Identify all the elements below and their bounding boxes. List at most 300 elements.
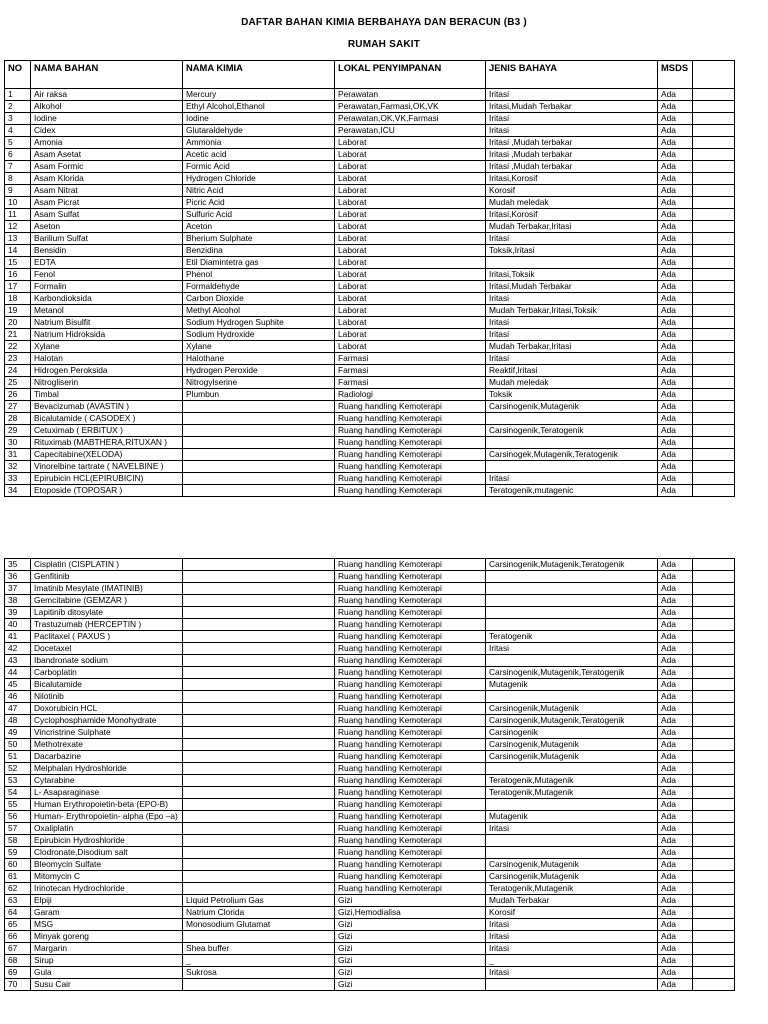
cell-nama-kimia: Ammonia bbox=[183, 137, 335, 149]
cell-nama-kimia bbox=[183, 485, 335, 497]
cell-jenis-bahaya: Mutagenik bbox=[486, 811, 658, 823]
cell-lokal-penyimpanan: Gizi bbox=[335, 955, 486, 967]
cell-extra bbox=[693, 739, 735, 751]
cell-msds: Ada bbox=[658, 631, 693, 643]
table-row bbox=[5, 125, 735, 137]
cell-no: 25 bbox=[5, 377, 31, 389]
cell-jenis-bahaya: Iritasi bbox=[486, 919, 658, 931]
cell-no: 60 bbox=[5, 859, 31, 871]
header-nama-bahan: NAMA BAHAN bbox=[31, 61, 183, 89]
cell-lokal-penyimpanan: Ruang handling Kemoterapi bbox=[335, 607, 486, 619]
cell-extra bbox=[693, 811, 735, 823]
cell-nama-kimia bbox=[183, 835, 335, 847]
cell-nama-bahan: Bicalutamide ( CASODEX ) bbox=[31, 413, 183, 425]
cell-nama-bahan: Vincristrine Sulphate bbox=[31, 727, 183, 739]
cell-msds: Ada bbox=[658, 365, 693, 377]
cell-lokal-penyimpanan: Ruang handling Kemoterapi bbox=[335, 425, 486, 437]
cell-nama-bahan: Amonia bbox=[31, 137, 183, 149]
header-jenis-bahaya: JENIS BAHAYA bbox=[486, 61, 658, 89]
cell-no: 68 bbox=[5, 955, 31, 967]
cell-msds: Ada bbox=[658, 245, 693, 257]
cell-msds: Ada bbox=[658, 595, 693, 607]
cell-nama-kimia bbox=[183, 425, 335, 437]
cell-msds: Ada bbox=[658, 449, 693, 461]
cell-no: 40 bbox=[5, 619, 31, 631]
table-body-part-2 bbox=[5, 559, 735, 991]
cell-jenis-bahaya: Teratogenik,Mutagenik bbox=[486, 775, 658, 787]
cell-lokal-penyimpanan: Ruang handling Kemoterapi bbox=[335, 559, 486, 571]
cell-nama-bahan: Natrium Hidroksida bbox=[31, 329, 183, 341]
cell-jenis-bahaya: Carsinogenik,Mutagenik,Teratogenik bbox=[486, 559, 658, 571]
cell-no: 49 bbox=[5, 727, 31, 739]
cell-lokal-penyimpanan: Laborat bbox=[335, 173, 486, 185]
header-lokal-penyimpanan: LOKAL PENYIMPANAN bbox=[335, 61, 486, 89]
cell-nama-bahan: Air raksa bbox=[31, 89, 183, 101]
cell-jenis-bahaya: Teratogenik bbox=[486, 631, 658, 643]
cell-no: 64 bbox=[5, 907, 31, 919]
cell-no: 51 bbox=[5, 751, 31, 763]
cell-no: 33 bbox=[5, 473, 31, 485]
cell-nama-kimia: Mercury bbox=[183, 89, 335, 101]
cell-msds: Ada bbox=[658, 907, 693, 919]
cell-lokal-penyimpanan: Laborat bbox=[335, 209, 486, 221]
cell-jenis-bahaya bbox=[486, 413, 658, 425]
cell-msds: Ada bbox=[658, 811, 693, 823]
cell-jenis-bahaya bbox=[486, 691, 658, 703]
table-row bbox=[5, 137, 735, 149]
cell-jenis-bahaya: Toksik bbox=[486, 389, 658, 401]
cell-msds: Ada bbox=[658, 643, 693, 655]
cell-msds: Ada bbox=[658, 823, 693, 835]
cell-nama-kimia bbox=[183, 715, 335, 727]
cell-nama-bahan: Iodine bbox=[31, 113, 183, 125]
cell-no: 7 bbox=[5, 161, 31, 173]
cell-nama-kimia: Hydrogen Chloride bbox=[183, 173, 335, 185]
cell-jenis-bahaya: Iritasi,Korosif bbox=[486, 209, 658, 221]
table-row bbox=[5, 631, 735, 643]
cell-jenis-bahaya bbox=[486, 619, 658, 631]
table-row bbox=[5, 233, 735, 245]
table-row bbox=[5, 823, 735, 835]
cell-extra bbox=[693, 413, 735, 425]
cell-nama-kimia bbox=[183, 751, 335, 763]
cell-msds: Ada bbox=[658, 149, 693, 161]
cell-no: 26 bbox=[5, 389, 31, 401]
table-row bbox=[5, 799, 735, 811]
cell-nama-kimia: Hydrogen Peroxide bbox=[183, 365, 335, 377]
table-row bbox=[5, 943, 735, 955]
cell-lokal-penyimpanan: Ruang handling Kemoterapi bbox=[335, 667, 486, 679]
cell-msds: Ada bbox=[658, 269, 693, 281]
cell-nama-kimia: Sodium Hydroxide bbox=[183, 329, 335, 341]
cell-msds: Ada bbox=[658, 799, 693, 811]
cell-no: 38 bbox=[5, 595, 31, 607]
cell-no: 19 bbox=[5, 305, 31, 317]
table-row bbox=[5, 931, 735, 943]
cell-lokal-penyimpanan: Laborat bbox=[335, 149, 486, 161]
cell-extra bbox=[693, 655, 735, 667]
cell-lokal-penyimpanan: Gizi bbox=[335, 979, 486, 991]
cell-jenis-bahaya: Iritasi bbox=[486, 89, 658, 101]
cell-jenis-bahaya: Carsinogenik,Mutagenik bbox=[486, 859, 658, 871]
cell-nama-kimia: Methyl Alcohol bbox=[183, 305, 335, 317]
cell-msds: Ada bbox=[658, 847, 693, 859]
cell-nama-bahan: Asam Picrat bbox=[31, 197, 183, 209]
cell-lokal-penyimpanan: Laborat bbox=[335, 161, 486, 173]
cell-nama-bahan: Asam Klorida bbox=[31, 173, 183, 185]
cell-nama-kimia: Nitric Acid bbox=[183, 185, 335, 197]
cell-nama-kimia: Xylane bbox=[183, 341, 335, 353]
cell-nama-kimia bbox=[183, 583, 335, 595]
cell-nama-bahan: Melphalan Hydroshloride bbox=[31, 763, 183, 775]
cell-nama-kimia bbox=[183, 461, 335, 473]
cell-lokal-penyimpanan: Gizi bbox=[335, 895, 486, 907]
cell-nama-bahan: Ibandronate sodium bbox=[31, 655, 183, 667]
cell-msds: Ada bbox=[658, 679, 693, 691]
cell-nama-bahan: Irinotecan Hydrochloride bbox=[31, 883, 183, 895]
cell-nama-kimia bbox=[183, 691, 335, 703]
cell-no: 5 bbox=[5, 137, 31, 149]
cell-nama-kimia: Iodine bbox=[183, 113, 335, 125]
cell-msds: Ada bbox=[658, 125, 693, 137]
table-row bbox=[5, 643, 735, 655]
cell-msds: Ada bbox=[658, 185, 693, 197]
cell-msds: Ada bbox=[658, 413, 693, 425]
table-row bbox=[5, 667, 735, 679]
cell-jenis-bahaya bbox=[486, 607, 658, 619]
cell-nama-bahan: L- Asaparaginase bbox=[31, 787, 183, 799]
cell-jenis-bahaya: Iritasi,Toksik bbox=[486, 269, 658, 281]
cell-extra bbox=[693, 449, 735, 461]
cell-jenis-bahaya: Carsinogenik,Mutagenik bbox=[486, 703, 658, 715]
cell-lokal-penyimpanan: Ruang handling Kemoterapi bbox=[335, 823, 486, 835]
cell-jenis-bahaya: Mutagenik bbox=[486, 679, 658, 691]
cell-jenis-bahaya: Iritasi,Korosif bbox=[486, 173, 658, 185]
table-row bbox=[5, 413, 735, 425]
cell-nama-bahan: Epirubicin Hydroshloride bbox=[31, 835, 183, 847]
table-row bbox=[5, 317, 735, 329]
cell-msds: Ada bbox=[658, 233, 693, 245]
cell-nama-bahan: Human Erythropoietin-beta (EPO-B) bbox=[31, 799, 183, 811]
cell-nama-bahan: Natrium Bisulfit bbox=[31, 317, 183, 329]
cell-msds: Ada bbox=[658, 173, 693, 185]
cell-nama-kimia: Shea buffer bbox=[183, 943, 335, 955]
table-row bbox=[5, 425, 735, 437]
cell-msds: Ada bbox=[658, 473, 693, 485]
cell-nama-kimia bbox=[183, 847, 335, 859]
cell-extra bbox=[693, 425, 735, 437]
cell-extra bbox=[693, 847, 735, 859]
cell-nama-bahan: Nilotinib bbox=[31, 691, 183, 703]
cell-extra bbox=[693, 437, 735, 449]
cell-extra bbox=[693, 377, 735, 389]
cell-nama-kimia: Formaldehyde bbox=[183, 281, 335, 293]
cell-msds: Ada bbox=[658, 859, 693, 871]
cell-extra bbox=[693, 113, 735, 125]
cell-extra bbox=[693, 631, 735, 643]
table-row bbox=[5, 89, 735, 101]
table-row bbox=[5, 221, 735, 233]
table-header-row bbox=[5, 61, 735, 89]
cell-nama-kimia: Natrium Clorida bbox=[183, 907, 335, 919]
cell-no: 3 bbox=[5, 113, 31, 125]
cell-jenis-bahaya: Iritasi bbox=[486, 931, 658, 943]
cell-nama-kimia: Monosodium Glutamat bbox=[183, 919, 335, 931]
cell-jenis-bahaya: Iritasi bbox=[486, 233, 658, 245]
cell-extra bbox=[693, 679, 735, 691]
table-row bbox=[5, 257, 735, 269]
cell-no: 61 bbox=[5, 871, 31, 883]
cell-no: 13 bbox=[5, 233, 31, 245]
b3-table-part-1 bbox=[4, 60, 735, 497]
cell-no: 32 bbox=[5, 461, 31, 473]
cell-no: 30 bbox=[5, 437, 31, 449]
cell-nama-bahan: Xylane bbox=[31, 341, 183, 353]
cell-nama-kimia bbox=[183, 401, 335, 413]
cell-no: 54 bbox=[5, 787, 31, 799]
table-row bbox=[5, 377, 735, 389]
cell-jenis-bahaya: Iritasi bbox=[486, 317, 658, 329]
cell-msds: Ada bbox=[658, 305, 693, 317]
cell-no: 39 bbox=[5, 607, 31, 619]
cell-extra bbox=[693, 871, 735, 883]
cell-no: 9 bbox=[5, 185, 31, 197]
cell-no: 35 bbox=[5, 559, 31, 571]
cell-lokal-penyimpanan: Ruang handling Kemoterapi bbox=[335, 739, 486, 751]
cell-jenis-bahaya: Carsinogenik,Mutagenik bbox=[486, 739, 658, 751]
cell-no: 1 bbox=[5, 89, 31, 101]
cell-jenis-bahaya bbox=[486, 979, 658, 991]
table-row bbox=[5, 293, 735, 305]
cell-msds: Ada bbox=[658, 667, 693, 679]
cell-jenis-bahaya bbox=[486, 461, 658, 473]
cell-nama-kimia: Plumbun bbox=[183, 389, 335, 401]
cell-extra bbox=[693, 197, 735, 209]
cell-lokal-penyimpanan: Ruang handling Kemoterapi bbox=[335, 473, 486, 485]
cell-msds: Ada bbox=[658, 871, 693, 883]
cell-no: 37 bbox=[5, 583, 31, 595]
cell-nama-kimia bbox=[183, 763, 335, 775]
cell-nama-bahan: Susu Cair bbox=[31, 979, 183, 991]
cell-no: 21 bbox=[5, 329, 31, 341]
table-row bbox=[5, 763, 735, 775]
cell-msds: Ada bbox=[658, 727, 693, 739]
cell-nama-bahan: Rituximab (MABTHERA,RITUXAN ) bbox=[31, 437, 183, 449]
cell-no: 58 bbox=[5, 835, 31, 847]
cell-nama-bahan: Epirubicin HCL(EPIRUBICIN) bbox=[31, 473, 183, 485]
table-row bbox=[5, 185, 735, 197]
cell-lokal-penyimpanan: Gizi bbox=[335, 919, 486, 931]
cell-no: 16 bbox=[5, 269, 31, 281]
table-row bbox=[5, 679, 735, 691]
table-row bbox=[5, 209, 735, 221]
cell-lokal-penyimpanan: Perawatan,ICU bbox=[335, 125, 486, 137]
cell-msds: Ada bbox=[658, 317, 693, 329]
cell-msds: Ada bbox=[658, 763, 693, 775]
cell-nama-bahan: Fenol bbox=[31, 269, 183, 281]
cell-lokal-penyimpanan: Ruang handling Kemoterapi bbox=[335, 631, 486, 643]
cell-no: 2 bbox=[5, 101, 31, 113]
cell-lokal-penyimpanan: Ruang handling Kemoterapi bbox=[335, 883, 486, 895]
cell-extra bbox=[693, 281, 735, 293]
cell-lokal-penyimpanan: Ruang handling Kemoterapi bbox=[335, 691, 486, 703]
cell-nama-bahan: EDTA bbox=[31, 257, 183, 269]
cell-lokal-penyimpanan: Ruang handling Kemoterapi bbox=[335, 595, 486, 607]
table-row bbox=[5, 149, 735, 161]
cell-nama-bahan: Sirup bbox=[31, 955, 183, 967]
cell-nama-kimia: Benzidina bbox=[183, 245, 335, 257]
cell-jenis-bahaya: Iritasi ,Mudah terbakar bbox=[486, 161, 658, 173]
cell-nama-bahan: Asam Nitrat bbox=[31, 185, 183, 197]
cell-msds: Ada bbox=[658, 197, 693, 209]
cell-msds: Ada bbox=[658, 919, 693, 931]
cell-nama-kimia bbox=[183, 931, 335, 943]
cell-msds: Ada bbox=[658, 775, 693, 787]
cell-no: 45 bbox=[5, 679, 31, 691]
cell-nama-kimia bbox=[183, 437, 335, 449]
table-row bbox=[5, 919, 735, 931]
cell-nama-kimia bbox=[183, 739, 335, 751]
table-row bbox=[5, 703, 735, 715]
cell-msds: Ada bbox=[658, 691, 693, 703]
cell-lokal-penyimpanan: Laborat bbox=[335, 137, 486, 149]
cell-nama-kimia: Sulfuric Acid bbox=[183, 209, 335, 221]
cell-extra bbox=[693, 619, 735, 631]
cell-msds: Ada bbox=[658, 979, 693, 991]
cell-jenis-bahaya: Carsinogenik,Mutagenik bbox=[486, 401, 658, 413]
cell-msds: Ada bbox=[658, 571, 693, 583]
cell-jenis-bahaya: Carsinogenik,Mutagenik,Teratogenik bbox=[486, 715, 658, 727]
table-row bbox=[5, 727, 735, 739]
cell-lokal-penyimpanan: Ruang handling Kemoterapi bbox=[335, 859, 486, 871]
cell-extra bbox=[693, 293, 735, 305]
table-row bbox=[5, 847, 735, 859]
cell-nama-bahan: Dacarbazine bbox=[31, 751, 183, 763]
cell-lokal-penyimpanan: Perawatan,Farmasi,OK,VK bbox=[335, 101, 486, 113]
cell-lokal-penyimpanan: Ruang handling Kemoterapi bbox=[335, 835, 486, 847]
table-row bbox=[5, 113, 735, 125]
cell-nama-bahan: Human- Erythropoietin- alpha (Epo –a) bbox=[31, 811, 183, 823]
cell-extra bbox=[693, 317, 735, 329]
cell-nama-bahan: Cytarabine bbox=[31, 775, 183, 787]
cell-nama-kimia bbox=[183, 727, 335, 739]
header-extra bbox=[693, 61, 735, 89]
cell-nama-kimia bbox=[183, 823, 335, 835]
cell-lokal-penyimpanan: Ruang handling Kemoterapi bbox=[335, 619, 486, 631]
table-row bbox=[5, 907, 735, 919]
cell-nama-bahan: Nitrogliserin bbox=[31, 377, 183, 389]
b3-table-part-2 bbox=[4, 558, 735, 991]
cell-lokal-penyimpanan: Perawatan,OK,VK,Farmasi bbox=[335, 113, 486, 125]
cell-msds: Ada bbox=[658, 931, 693, 943]
cell-nama-bahan: Asam Asetat bbox=[31, 149, 183, 161]
cell-no: 66 bbox=[5, 931, 31, 943]
cell-nama-kimia bbox=[183, 859, 335, 871]
cell-lokal-penyimpanan: Ruang handling Kemoterapi bbox=[335, 571, 486, 583]
cell-lokal-penyimpanan: Ruang handling Kemoterapi bbox=[335, 401, 486, 413]
cell-no: 65 bbox=[5, 919, 31, 931]
cell-jenis-bahaya: Mudah Terbakar,Iritasi,Toksik bbox=[486, 305, 658, 317]
cell-nama-kimia bbox=[183, 595, 335, 607]
cell-nama-kimia bbox=[183, 559, 335, 571]
cell-lokal-penyimpanan: Ruang handling Kemoterapi bbox=[335, 485, 486, 497]
cell-nama-bahan: Oxaliplatin bbox=[31, 823, 183, 835]
cell-nama-bahan: Docetaxel bbox=[31, 643, 183, 655]
cell-nama-bahan: Gula bbox=[31, 967, 183, 979]
cell-msds: Ada bbox=[658, 787, 693, 799]
cell-nama-bahan: Imatinib Mesylate (IMATINIB) bbox=[31, 583, 183, 595]
cell-nama-bahan: Trastuzumab (HERCEPTIN ) bbox=[31, 619, 183, 631]
cell-no: 62 bbox=[5, 883, 31, 895]
cell-extra bbox=[693, 883, 735, 895]
cell-jenis-bahaya: Carsinogenik,Mutagenik bbox=[486, 871, 658, 883]
cell-msds: Ada bbox=[658, 559, 693, 571]
table-row bbox=[5, 559, 735, 571]
cell-no: 56 bbox=[5, 811, 31, 823]
cell-jenis-bahaya bbox=[486, 437, 658, 449]
cell-jenis-bahaya: Iritasi ,Mudah terbakar bbox=[486, 149, 658, 161]
document-subtitle: RUMAH SAKIT bbox=[347, 39, 421, 50]
cell-nama-kimia bbox=[183, 667, 335, 679]
cell-msds: Ada bbox=[658, 341, 693, 353]
header-nama-kimia: NAMA KIMIA bbox=[183, 61, 335, 89]
cell-no: 59 bbox=[5, 847, 31, 859]
cell-nama-bahan: Garam bbox=[31, 907, 183, 919]
table-row bbox=[5, 461, 735, 473]
cell-jenis-bahaya: Iritasi ,Mudah terbakar bbox=[486, 137, 658, 149]
cell-jenis-bahaya: Carsinogenik,Mutagenik bbox=[486, 751, 658, 763]
cell-nama-bahan: Elpiji bbox=[31, 895, 183, 907]
cell-jenis-bahaya bbox=[486, 847, 658, 859]
table-row bbox=[5, 883, 735, 895]
cell-nama-bahan: Hidrogen Peroksida bbox=[31, 365, 183, 377]
cell-nama-bahan: Doxorubicin HCL bbox=[31, 703, 183, 715]
cell-lokal-penyimpanan: Ruang handling Kemoterapi bbox=[335, 727, 486, 739]
cell-no: 6 bbox=[5, 149, 31, 161]
cell-no: 43 bbox=[5, 655, 31, 667]
cell-msds: Ada bbox=[658, 257, 693, 269]
cell-jenis-bahaya: Mudah meledak bbox=[486, 377, 658, 389]
cell-lokal-penyimpanan: Gizi,Hemodialisa bbox=[335, 907, 486, 919]
table-row bbox=[5, 775, 735, 787]
table-row bbox=[5, 101, 735, 113]
table-row bbox=[5, 437, 735, 449]
cell-msds: Ada bbox=[658, 293, 693, 305]
cell-jenis-bahaya: Mudah meledak bbox=[486, 197, 658, 209]
cell-nama-kimia: Formic Acid bbox=[183, 161, 335, 173]
cell-nama-bahan: Halotan bbox=[31, 353, 183, 365]
cell-extra bbox=[693, 931, 735, 943]
cell-lokal-penyimpanan: Ruang handling Kemoterapi bbox=[335, 811, 486, 823]
cell-nama-kimia bbox=[183, 679, 335, 691]
cell-extra bbox=[693, 257, 735, 269]
cell-msds: Ada bbox=[658, 715, 693, 727]
cell-no: 27 bbox=[5, 401, 31, 413]
cell-nama-bahan: Bleomycin Sulfate bbox=[31, 859, 183, 871]
table-row bbox=[5, 751, 735, 763]
cell-nama-kimia bbox=[183, 703, 335, 715]
cell-lokal-penyimpanan: Laborat bbox=[335, 245, 486, 257]
cell-msds: Ada bbox=[658, 101, 693, 113]
cell-extra bbox=[693, 353, 735, 365]
cell-nama-kimia: Sodium Hydrogen Suphite bbox=[183, 317, 335, 329]
cell-no: 8 bbox=[5, 173, 31, 185]
cell-no: 24 bbox=[5, 365, 31, 377]
cell-lokal-penyimpanan: Laborat bbox=[335, 341, 486, 353]
cell-msds: Ada bbox=[658, 883, 693, 895]
cell-nama-bahan: Barilium Sulfat bbox=[31, 233, 183, 245]
table-row bbox=[5, 281, 735, 293]
